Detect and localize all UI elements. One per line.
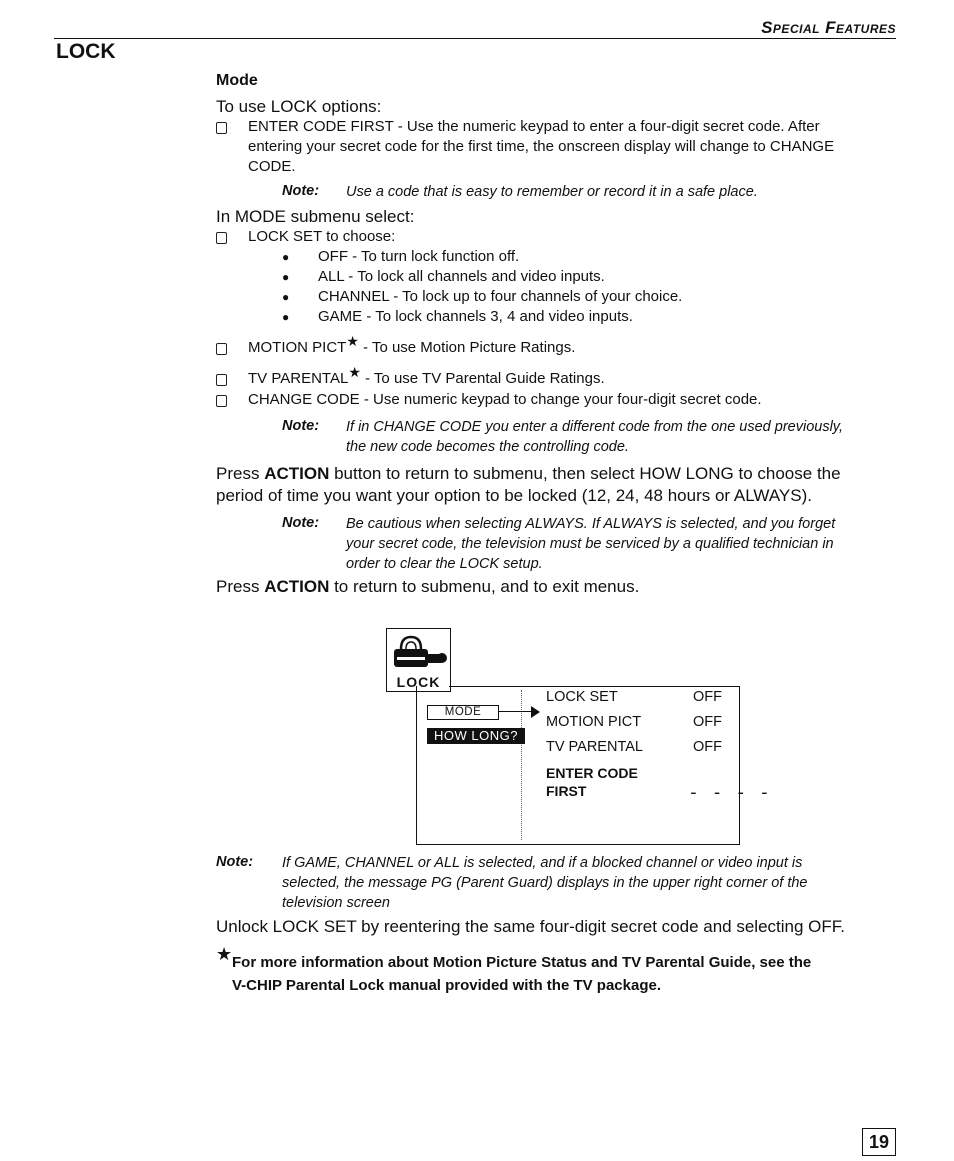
menu-item-tv-parental[interactable]: TV PARENTAL bbox=[546, 739, 643, 755]
page-header-title: Special Features bbox=[761, 18, 896, 37]
mode-heading: Mode bbox=[216, 72, 258, 89]
menu-item-enter-code-first: FIRST bbox=[546, 783, 587, 799]
footnote-line: For more information about Motion Picture Status and TV Parental Guide, see the bbox=[232, 954, 812, 971]
lock-icon bbox=[387, 629, 450, 675]
star-icon: ★ bbox=[348, 364, 361, 380]
press-action-line bbox=[216, 463, 841, 485]
lock-option: ALL - To lock all channels and video inputs. bbox=[318, 268, 605, 285]
menu-value-tv-parental: OFF bbox=[693, 739, 722, 755]
action-keyword: ACTION bbox=[264, 577, 330, 596]
press-action-pre: Press bbox=[216, 464, 265, 483]
footnote-text bbox=[232, 951, 811, 997]
checkbox-icon bbox=[216, 122, 227, 134]
menu-item-enter-code[interactable]: ENTER CODE bbox=[546, 765, 638, 781]
footnote-line: V-CHIP Parental Lock manual provided with the TV package. bbox=[232, 977, 662, 994]
note-label: Note: bbox=[216, 854, 254, 870]
bullet-icon: ● bbox=[282, 290, 290, 304]
enter-code-line: entering your secret code for the first time, the onscreen display will change to CHANGE bbox=[248, 138, 835, 155]
unlock-text: Unlock LOCK SET by reentering the same four-digit secret code and selecting OFF. bbox=[216, 917, 845, 936]
enter-code-line: CODE. bbox=[248, 158, 296, 175]
press-action-paragraph bbox=[216, 463, 841, 507]
motion-pict-name: MOTION PICT bbox=[248, 339, 347, 356]
note-text bbox=[282, 853, 808, 913]
intro-text: To use LOCK options: bbox=[216, 97, 382, 116]
note-text: Use a code that is easy to remember or record it in a safe place. bbox=[346, 184, 758, 200]
press-action-rest: to return to submenu, and to exit menus. bbox=[329, 577, 640, 596]
note-line: If in CHANGE CODE you enter a different code from the one used previously, bbox=[346, 419, 843, 435]
press-action-line: period of time you want your option to be locked (12, 24, 48 hours or ALWAYS). bbox=[216, 486, 812, 505]
lock-option: CHANNEL - To lock up to four channels of your choice. bbox=[318, 288, 683, 305]
lock-option: GAME - To lock channels 3, 4 and video inputs. bbox=[318, 308, 633, 325]
enter-code-line: ENTER CODE FIRST - Use the numeric keypad to enter a four-digit secret code. After bbox=[248, 118, 820, 135]
lock-set-label: LOCK SET to choose: bbox=[248, 228, 396, 245]
note-line: the new code becomes the controlling code. bbox=[346, 439, 629, 455]
menu-value-lock-set: OFF bbox=[693, 689, 722, 705]
checkbox-icon bbox=[216, 395, 227, 407]
lock-icon-label: LOCK bbox=[396, 674, 441, 690]
lock-menu-icon-box bbox=[386, 628, 451, 692]
tab-how-long[interactable]: HOW LONG? bbox=[427, 728, 525, 744]
checkbox-icon bbox=[216, 343, 227, 355]
tv-parental-name: TV PARENTAL bbox=[248, 370, 349, 387]
code-entry-field[interactable]: - - - - bbox=[688, 782, 771, 803]
bullet-icon: ● bbox=[282, 250, 290, 264]
bullet-icon: ● bbox=[282, 310, 290, 324]
action-keyword: ACTION bbox=[264, 464, 330, 483]
press-action-rest: button to return to submenu, then select HOW LONG to choose the bbox=[329, 464, 841, 483]
motion-pict-item bbox=[248, 333, 576, 358]
submenu-lead: In MODE submenu select: bbox=[216, 207, 415, 226]
note-line: television screen bbox=[282, 895, 390, 911]
note-label: Note: bbox=[282, 515, 320, 531]
note-line: selected, the message PG (Parent Guard) displays in the upper right corner of the bbox=[282, 875, 808, 891]
note-label: Note: bbox=[282, 418, 320, 434]
note-line: Be cautious when selecting ALWAYS. If ALWAYS is selected, and you forget bbox=[346, 516, 836, 532]
menu-item-motion-pict[interactable]: MOTION PICT bbox=[546, 714, 642, 730]
bullet-icon: ● bbox=[282, 270, 290, 284]
note-text bbox=[346, 417, 843, 457]
section-title: LOCK bbox=[56, 40, 116, 63]
star-icon: ★ bbox=[346, 333, 359, 349]
motion-pict-desc: - To use Motion Picture Ratings. bbox=[358, 339, 576, 356]
note-text bbox=[346, 514, 835, 574]
note-line: your secret code, the television must be serviced by a qualified technician in bbox=[346, 536, 834, 552]
press-action-pre: Press bbox=[216, 577, 265, 596]
note-line: If GAME, CHANNEL or ALL is selected, and if a blocked channel or video input is bbox=[282, 855, 803, 871]
arrow-line bbox=[498, 711, 532, 712]
tab-mode[interactable]: MODE bbox=[427, 705, 499, 720]
tv-parental-desc: - To use TV Parental Guide Ratings. bbox=[360, 370, 605, 387]
page-number: 19 bbox=[862, 1128, 896, 1156]
arrow-right-icon bbox=[531, 706, 540, 718]
change-code-item: CHANGE CODE - Use numeric keypad to change your four-digit secret code. bbox=[248, 391, 762, 408]
menu-item-lock-set[interactable]: LOCK SET bbox=[546, 689, 618, 705]
note-label: Note: bbox=[282, 183, 320, 199]
tv-parental-item bbox=[248, 364, 605, 389]
checkbox-icon bbox=[216, 232, 227, 244]
star-icon: ★ bbox=[216, 944, 233, 964]
lock-option: OFF - To turn lock function off. bbox=[318, 248, 520, 265]
enter-code-paragraph bbox=[248, 117, 898, 177]
header-rule bbox=[54, 38, 896, 39]
note-line: order to clear the LOCK setup. bbox=[346, 556, 543, 572]
menu-value-motion-pict: OFF bbox=[693, 714, 722, 730]
checkbox-icon bbox=[216, 374, 227, 386]
menu-divider bbox=[521, 690, 522, 840]
press-action-paragraph bbox=[216, 576, 639, 598]
